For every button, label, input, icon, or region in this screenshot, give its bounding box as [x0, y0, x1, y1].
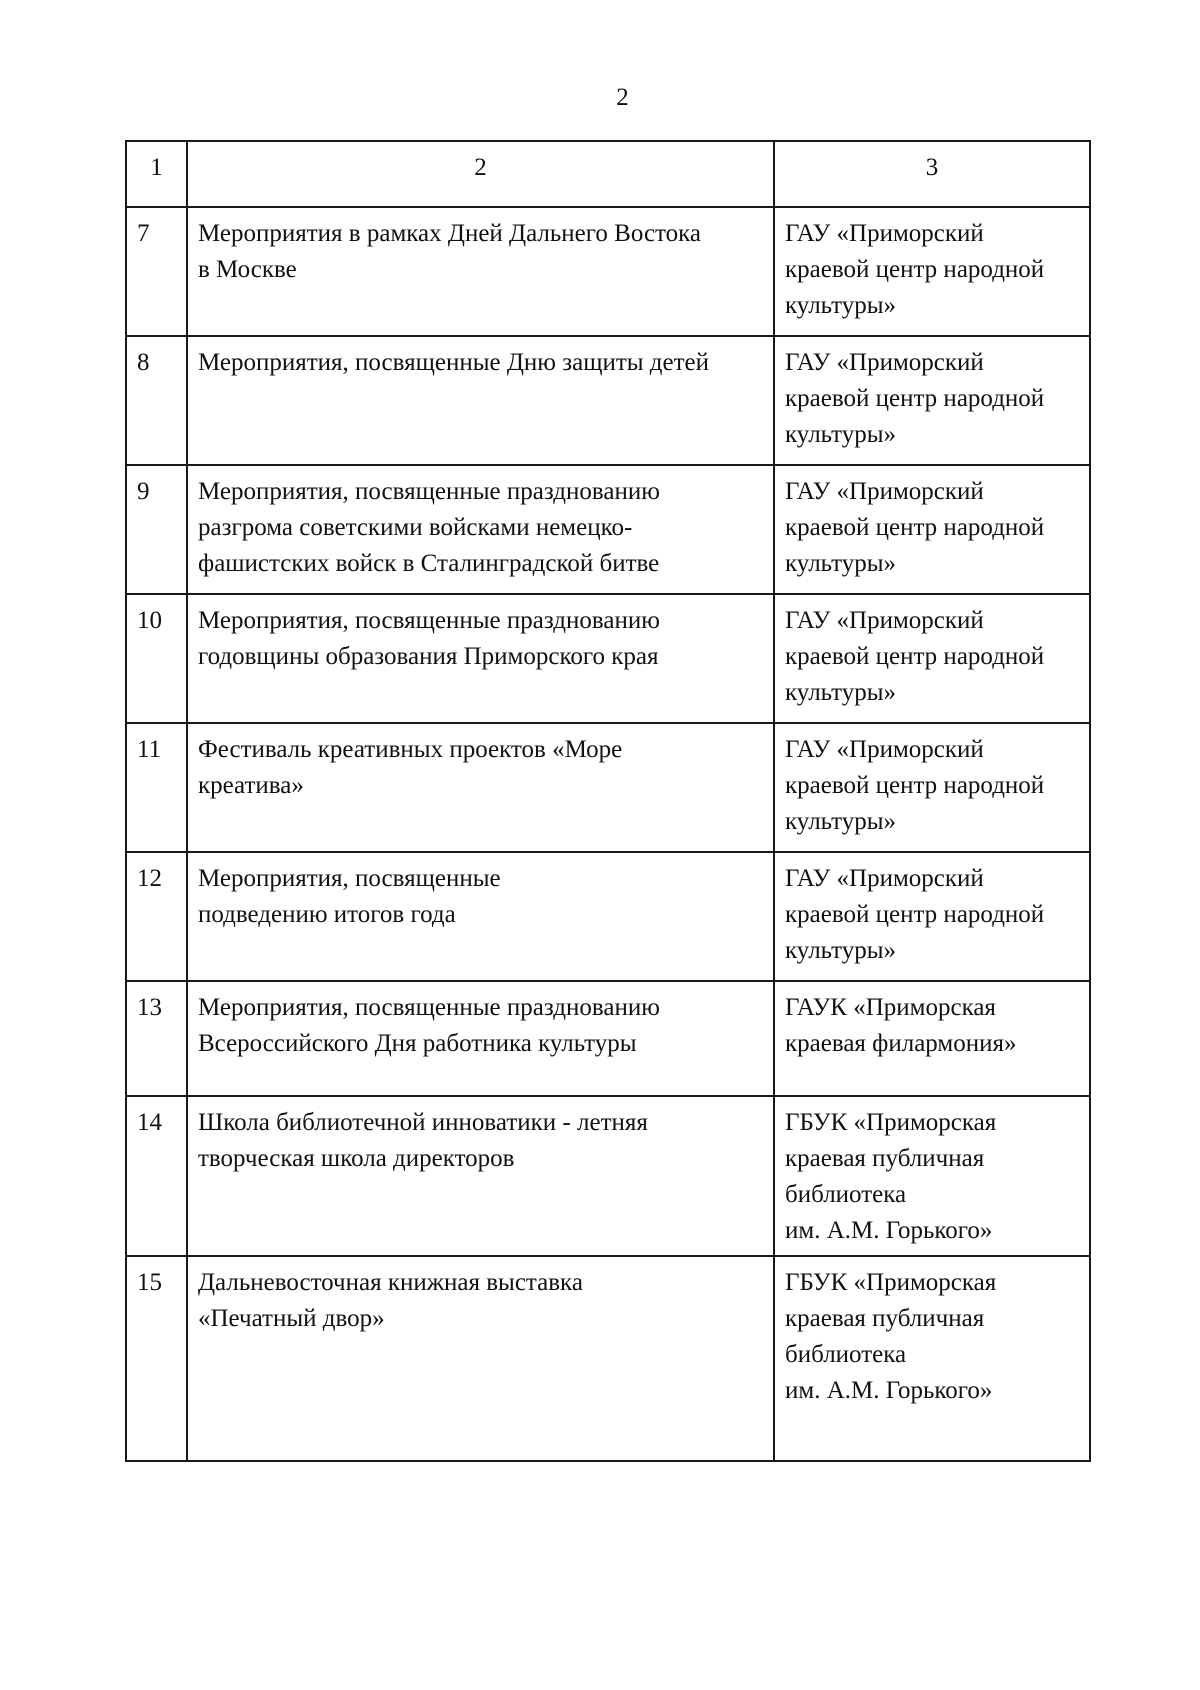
event-cell: [187, 336, 774, 465]
row-number: 7: [126, 207, 187, 336]
table-row: [126, 852, 1090, 981]
row-number: 15: [126, 1256, 187, 1461]
event-line: в Москве: [198, 256, 297, 283]
organization-line: ГАУ «Приморский: [785, 349, 984, 376]
organization-cell: [774, 1096, 1090, 1256]
organization-line: им. А.М. Горького»: [785, 1217, 993, 1244]
organization-cell: [774, 336, 1090, 465]
page-number: 2: [616, 84, 629, 111]
event-line: Школа библиотечной инноватики - летняя: [198, 1109, 648, 1136]
events-table: [125, 140, 1091, 1462]
event-cell: [187, 723, 774, 852]
event-line: Мероприятия в рамках Дней Дальнего Востока: [198, 220, 702, 247]
organization-line: ГАУ «Приморский: [785, 607, 984, 634]
organization-cell: [774, 594, 1090, 723]
row-number: 14: [126, 1096, 187, 1256]
organization-line: краевой центр народной: [785, 901, 1045, 928]
event-line: разгрома советскими войсками немецко-: [198, 514, 633, 541]
event-line: Всероссийского Дня работника культуры: [198, 1030, 637, 1057]
event-line: Мероприятия, посвященные празднованию: [198, 478, 660, 505]
organization-line: краевая публичная: [785, 1145, 985, 1172]
organization-line: краевой центр народной: [785, 514, 1045, 541]
row-number: 10: [126, 594, 187, 723]
organization-line: ГАУ «Приморский: [785, 220, 984, 247]
organization-line: культуры»: [785, 421, 897, 448]
organization-line: ГБУК «Приморская: [785, 1269, 997, 1296]
organization-line: библиотека: [785, 1181, 907, 1208]
event-cell: [187, 207, 774, 336]
organization-line: библиотека: [785, 1341, 907, 1368]
organization-cell: [774, 207, 1090, 336]
organization-line: краевой центр народной: [785, 772, 1045, 799]
organization-line: краевой центр народной: [785, 643, 1045, 670]
event-line: Мероприятия, посвященные Дню защиты детей: [198, 349, 710, 376]
organization-line: культуры»: [785, 679, 897, 706]
organization-line: им. А.М. Горького»: [785, 1377, 993, 1404]
table-header-row: [126, 141, 1090, 207]
table-row: [126, 465, 1090, 594]
organization-cell: [774, 723, 1090, 852]
organization-line: культуры»: [785, 808, 897, 835]
organization-line: ГАУ «Приморский: [785, 865, 984, 892]
event-cell: [187, 465, 774, 594]
table-row: [126, 336, 1090, 465]
table-row: [126, 1256, 1090, 1461]
row-number: 9: [126, 465, 187, 594]
event-cell: [187, 852, 774, 981]
event-cell: [187, 1096, 774, 1256]
event-line: Дальневосточная книжная выставка: [198, 1269, 583, 1296]
event-line: Мероприятия, посвященные празднованию: [198, 607, 660, 634]
organization-line: ГАУ «Приморский: [785, 736, 984, 763]
event-line: годовщины образования Приморского края: [198, 643, 659, 670]
event-cell: [187, 1256, 774, 1461]
table-row: [126, 1096, 1090, 1256]
event-line: фашистских войск в Сталинградской битве: [198, 550, 660, 577]
header-cell-org: 3: [774, 141, 1090, 207]
organization-line: ГАУ «Приморский: [785, 478, 984, 505]
organization-line: ГБУК «Приморская: [785, 1109, 997, 1136]
row-number: 13: [126, 981, 187, 1096]
organization-cell: [774, 1256, 1090, 1461]
header-cell-event: 2: [187, 141, 774, 207]
organization-line: краевая филармония»: [785, 1030, 1017, 1057]
organization-line: культуры»: [785, 550, 897, 577]
event-line: Мероприятия, посвященные празднованию: [198, 994, 660, 1021]
event-cell: [187, 981, 774, 1096]
row-number: 8: [126, 336, 187, 465]
event-line: подведению итогов года: [198, 901, 456, 928]
organization-cell: [774, 465, 1090, 594]
row-number: 11: [126, 723, 187, 852]
event-line: Фестиваль креативных проектов «Море: [198, 736, 623, 763]
event-line: творческая школа директоров: [198, 1145, 515, 1172]
organization-line: краевая публичная: [785, 1305, 985, 1332]
organization-cell: [774, 852, 1090, 981]
table-row: [126, 981, 1090, 1096]
organization-line: культуры»: [785, 937, 897, 964]
event-cell: [187, 594, 774, 723]
organization-line: краевой центр народной: [785, 256, 1045, 283]
organization-line: культуры»: [785, 292, 897, 319]
table-row: [126, 207, 1090, 336]
header-cell-num: 1: [126, 141, 187, 207]
row-number: 12: [126, 852, 187, 981]
organization-line: краевой центр народной: [785, 385, 1045, 412]
event-line: креатива»: [198, 772, 304, 799]
table-row: [126, 723, 1090, 852]
organization-cell: [774, 981, 1090, 1096]
organization-line: ГАУК «Приморская: [785, 994, 996, 1021]
event-line: «Печатный двор»: [198, 1305, 385, 1332]
event-line: Мероприятия, посвященные: [198, 865, 501, 892]
table-row: [126, 594, 1090, 723]
